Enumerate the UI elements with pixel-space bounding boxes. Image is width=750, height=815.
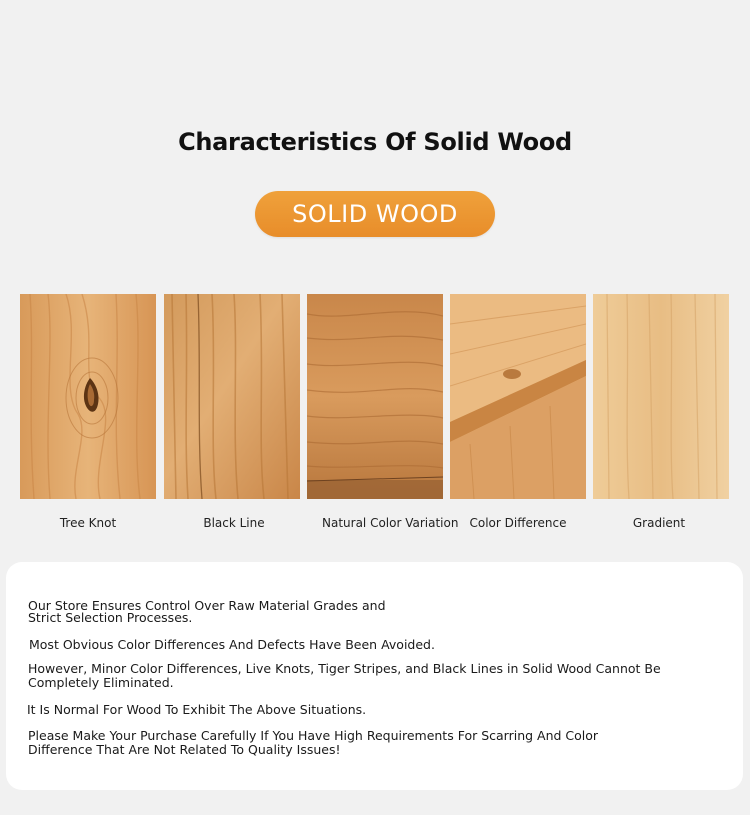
notice-card — [6, 562, 743, 790]
notice-paragraph-5 — [28, 729, 598, 757]
notice-line: Completely Eliminated. — [28, 675, 174, 690]
color-difference-image — [450, 294, 586, 499]
notice-paragraph-3 — [28, 662, 661, 690]
black-line-image — [164, 294, 300, 499]
natural-color-variation-label: Natural Color Variation — [322, 516, 459, 530]
natural-color-variation-image — [307, 294, 443, 499]
black-line-label: Black Line — [203, 516, 265, 530]
notice-line: Strict Selection Processes. — [28, 610, 193, 625]
notice-line: However, Minor Color Differences, Live Knots, Tiger Stripes, and Black Lines in Solid Wood Cannot Be — [28, 661, 661, 676]
wood-samples-row — [20, 294, 730, 499]
page-title: Characteristics Of Solid Wood — [178, 128, 572, 156]
notice-line: Please Make Your Purchase Carefully If You Have High Requirements For Scarring And Color — [28, 728, 599, 743]
solid-wood-badge: SOLID WOOD — [255, 191, 495, 237]
gradient-image — [593, 294, 729, 499]
notice-paragraph-1 — [28, 599, 386, 625]
notice-line: Difference That Are Not Related To Quality Issues! — [28, 742, 341, 757]
gradient-label: Gradient — [632, 516, 686, 530]
color-difference-label: Color Difference — [469, 516, 567, 530]
notice-paragraph-2: Most Obvious Color Differences And Defects Have Been Avoided. — [29, 637, 435, 652]
tree-knot-label: Tree Knot — [59, 516, 117, 530]
tree-knot-image — [20, 294, 156, 499]
notice-line: Our Store Ensures Control Over Raw Material Grades and — [28, 598, 386, 613]
notice-paragraph-4: It Is Normal For Wood To Exhibit The Above Situations. — [27, 702, 367, 717]
